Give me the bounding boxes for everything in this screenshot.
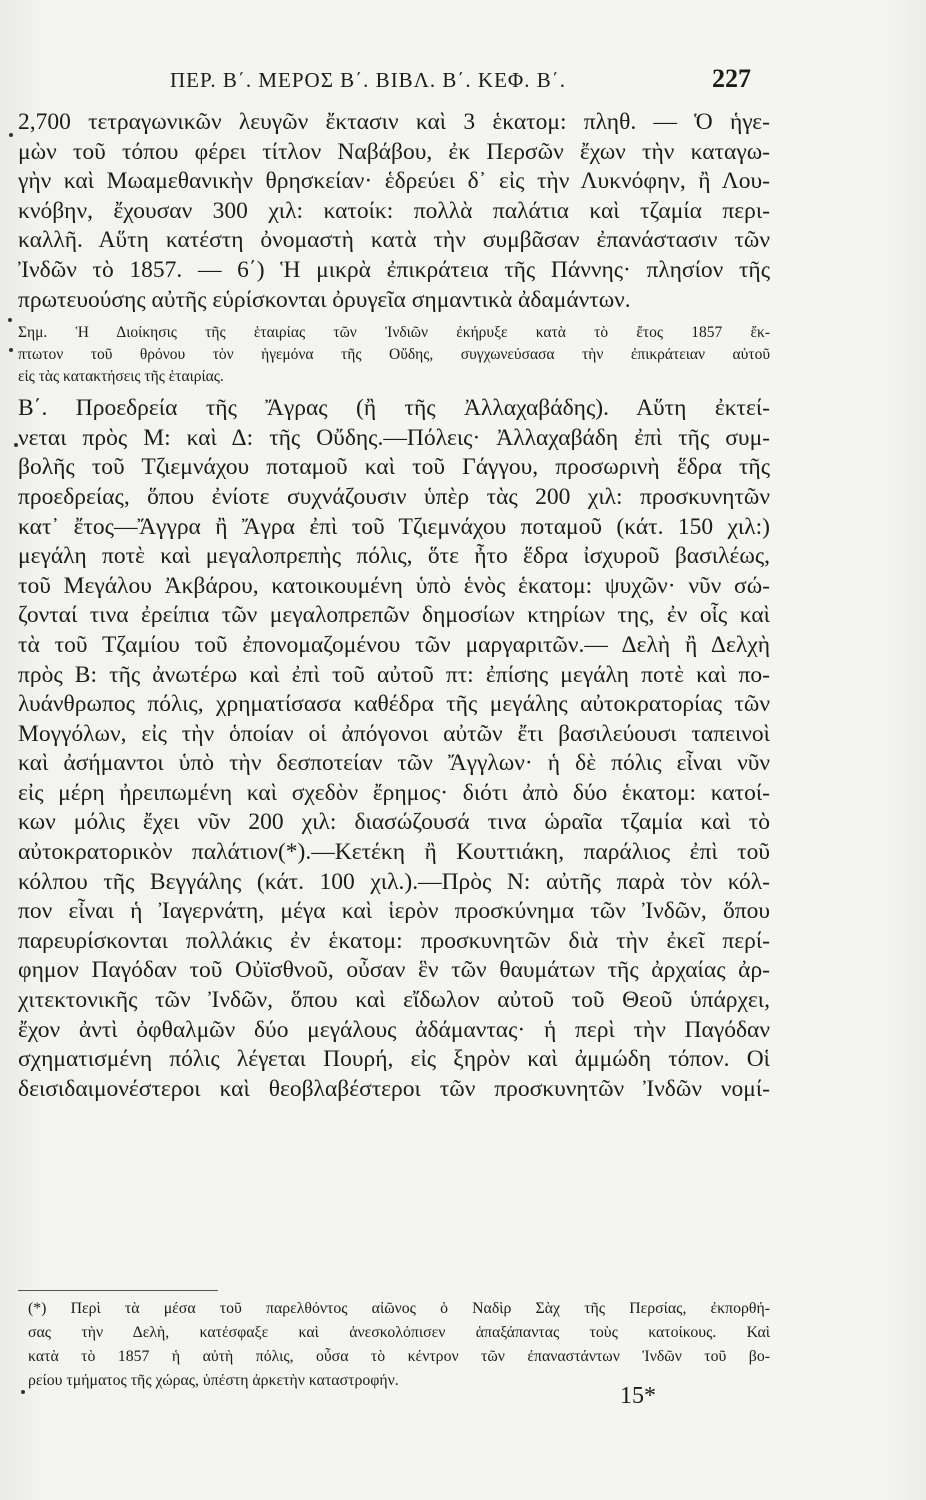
note-line: Σημ. Ἡ Διοίκησις τῆς ἑταιρίας τῶν Ἰνδιῶν ἐκήρυξε κατὰ τὸ ἔτος 1857 ἔκ- bbox=[18, 324, 770, 342]
text-line: μὼν τοῦ τόπου φέρει τίτλον Ναβάβου, ἐκ Περσῶν ἔχων τὴν καταγω- bbox=[18, 138, 770, 165]
ink-speck bbox=[9, 133, 13, 137]
text-line: νεται πρὸς Μ: καὶ Δ: τῆς Οὔδης.—Πόλεις· Ἀλλαχαβάδη ἐπὶ τῆς συμ- bbox=[18, 424, 770, 451]
remark-note bbox=[18, 322, 770, 388]
text-line: γὴν καὶ Μωαμεθανικὴν θρησκείαν· ἑδρεύει δ᾽ εἰς τὴν Λυκνόφην, ἢ Λου- bbox=[18, 168, 770, 195]
text-line: μεγάλη ποτὲ καὶ μεγαλοπρεπὴς πόλις, ὅτε ἦτο ἕδρα ἰσχυροῦ βασιλέως, bbox=[18, 543, 770, 570]
text-line: παρευρίσκονται πολλάκις ἐν ἑκατομ: προσκυνητῶν διὰ τὴν ἐκεῖ περί- bbox=[18, 927, 770, 954]
section-heading-line: Β΄. Προεδρεία τῆς Ἄγρας (ἢ τῆς Ἀλλαχαβάδης). Αὕτη ἐκτεί- bbox=[18, 395, 770, 422]
text-line: βολῆς τοῦ Τζιεμνάχου ποταμοῦ καὶ τοῦ Γάγγου, προσωρινὴ ἕδρα τῆς bbox=[18, 454, 770, 481]
text-line: κνόβην, ἔχουσαν 300 χιλ: κατοίκ: πολλὰ παλάτια καὶ τζαμία περι- bbox=[18, 197, 770, 224]
text-line: φημον Παγόδαν τοῦ Οὐϊσθνοῦ, οὖσαν ἓν τῶν θαυμάτων τῆς ἀρχαίας ἀρ- bbox=[18, 957, 770, 984]
text-line: εἰς μέρη ἠρειπωμένη καὶ σχεδὸν ἔρημος· διότι ἀπὸ δύο ἑκατομ: κατοί- bbox=[18, 779, 770, 806]
text-line: προεδρείας, ὅπου ἐνίοτε συχνάζουσιν ὑπὲρ τὰς 200 χιλ: προσκυνητῶν bbox=[18, 483, 770, 510]
text-line: τοῦ Μεγάλου Ἀκβάρου, κατοικουμένη ὑπὸ ἑνὸς ἑκατομ: ψυχῶν· νῦν σώ- bbox=[18, 572, 770, 599]
text-line: Μογγόλων, εἰς τὴν ὁποίαν οἱ ἀπόγονοι αὐτῶν ἔτι βασιλεύουσι ταπεινοὶ bbox=[18, 720, 770, 747]
ink-speck bbox=[14, 443, 18, 447]
text-line: πρὸς Β: τῆς ἀνωτέρω καὶ ἐπὶ τοῦ αὐτοῦ πτ: ἐπίσης μεγάλη ποτὲ καὶ πο- bbox=[18, 661, 770, 688]
footnote bbox=[28, 1297, 770, 1393]
text-line: ζονταί τινα ἐρείπια τῶν μεγαλοπρεπῶν δημοσίων κτηρίων της, ἐν οἷς καὶ bbox=[18, 602, 770, 629]
text-line: 2,700 τετραγωνικῶν λευγῶν ἔκτασιν καὶ 3 ἑκατομ: πληθ. — Ὁ ἡγε- bbox=[18, 109, 770, 135]
text-line: καὶ ἀσήμαντοι ὑπὸ τὴν δεσποτείαν τῶν Ἄγγλων· ἡ δὲ πόλις εἶναι νῦν bbox=[18, 750, 770, 777]
text-line: λυάνθρωπος πόλις, χρηματίσασα καθέδρα τῆς μεγάλης αὐτοκρατορίας τῶν bbox=[18, 691, 770, 718]
text-line: αὐτοκρατορικὸν παλάτιον(*).—Κετέκη ἢ Κουττιάκη, παράλιος ἐπὶ τοῦ bbox=[18, 839, 770, 866]
text-line: δεισιδαιμονέστεροι καὶ θεοβλαβέστεροι τῶν προσκυνητῶν Ἰνδῶν νομί- bbox=[18, 1075, 770, 1102]
note-line: πτωτον τοῦ θρόνου τὸν ἡγεμόνα τῆς Οὔδης, συγχωνεύσασα τὴν ἐπικράτειαν αὐτοῦ bbox=[18, 346, 770, 364]
text-line: κόλπου τῆς Βεγγάλης (κάτ. 100 χιλ.).—Πρὸς Ν: αὐτῆς παρὰ τὸν κόλ- bbox=[18, 868, 770, 895]
footnote-line: ρείου τμήματος τῆς χώρας, ὑπέστη ἀρκετὴν καταστροφήν. bbox=[28, 1372, 399, 1389]
text-line: πον εἶναι ἡ Ἰαγερνάτη, μέγα καὶ ἱερὸν προσκύνημα τῶν Ἰνδῶν, ὅπου bbox=[18, 898, 770, 925]
text-line: ἔχον ἀντὶ ὀφθαλμῶν δύο μεγάλους ἀδάμαντας· ἡ περὶ τὴν Παγόδαν bbox=[18, 1016, 770, 1043]
footnote-line: σας τὴν Δελὴ, κατέσφαξε καὶ ἀνεσκολόπισεν ἁπαξάπαντας τοὺς κατοίκους. Καὶ bbox=[28, 1324, 770, 1341]
text-line: τὰ τοῦ Τζαμίου τοῦ ἐπονομαζομένου τῶν μαργαριτῶν.— Δελὴ ἢ Δελχὴ bbox=[18, 631, 770, 658]
note-line: εἰς τὰς κατακτήσεις τῆς ἑταιρίας. bbox=[18, 368, 224, 386]
footnote-divider bbox=[18, 1290, 218, 1291]
ink-speck bbox=[9, 348, 13, 352]
text-line: καλλῆ. Αὕτη κατέστη ὀνομαστὴ κατὰ τὴν συμβᾶσαν ἐπανάστασιν τῶν bbox=[18, 227, 770, 254]
text-line: πρωτευούσης αὐτῆς εὑρίσκονται ὀρυγεῖα σημαντικὰ ἀδαμάντων. bbox=[18, 286, 631, 313]
running-head: ΠΕΡ. Β΄. ΜΕΡΟΣ Β΄. ΒΙΒΛ. Β΄. ΚΕΦ. Β΄. bbox=[170, 68, 567, 92]
ink-speck bbox=[8, 318, 12, 322]
footnote-line: κατὰ τὸ 1857 ἡ αὐτὴ πόλις, οὖσα τὸ κέντρον τῶν ἐπαναστάντων Ἰνδῶν τοῦ βο- bbox=[28, 1348, 770, 1365]
page-number: 227 bbox=[712, 64, 751, 93]
printer-signature-mark: 15* bbox=[620, 1383, 656, 1409]
text-line: χιτεκτονικῆς τῶν Ἰνδῶν, ὅπου καὶ εἴδωλον αὐτοῦ τοῦ Θεοῦ ὑπάρχει, bbox=[18, 987, 770, 1014]
main-text bbox=[18, 108, 770, 1104]
text-line: κων μόλις ἔχει νῦν 200 χιλ: διασώζουσά τινα ὡραῖα τζαμία καὶ τὸ bbox=[18, 809, 770, 836]
text-line: σχηματισμένη πόλις λέγεται Πουρή, εἰς ξηρὸν καὶ ἀμμώδη τόπον. Οἱ bbox=[18, 1046, 770, 1073]
footnote-line: (*) Περὶ τὰ μέσα τοῦ παρελθόντος αἰῶνος ὁ Ναδὶρ Σὰχ τῆς Περσίας, ἐκπορθή- bbox=[28, 1300, 770, 1317]
ink-speck bbox=[21, 1390, 25, 1394]
text-line: Ἰνδῶν τὸ 1857. — 6΄) Ἡ μικρὰ ἐπικράτεια τῆς Πάννης· πλησίον τῆς bbox=[18, 256, 770, 283]
text-line: κατ᾽ ἔτος—Ἄγγρα ἢ Ἄγρα ἐπὶ τοῦ Τζιεμνάχου ποταμοῦ (κάτ. 150 χιλ:) bbox=[18, 513, 770, 540]
